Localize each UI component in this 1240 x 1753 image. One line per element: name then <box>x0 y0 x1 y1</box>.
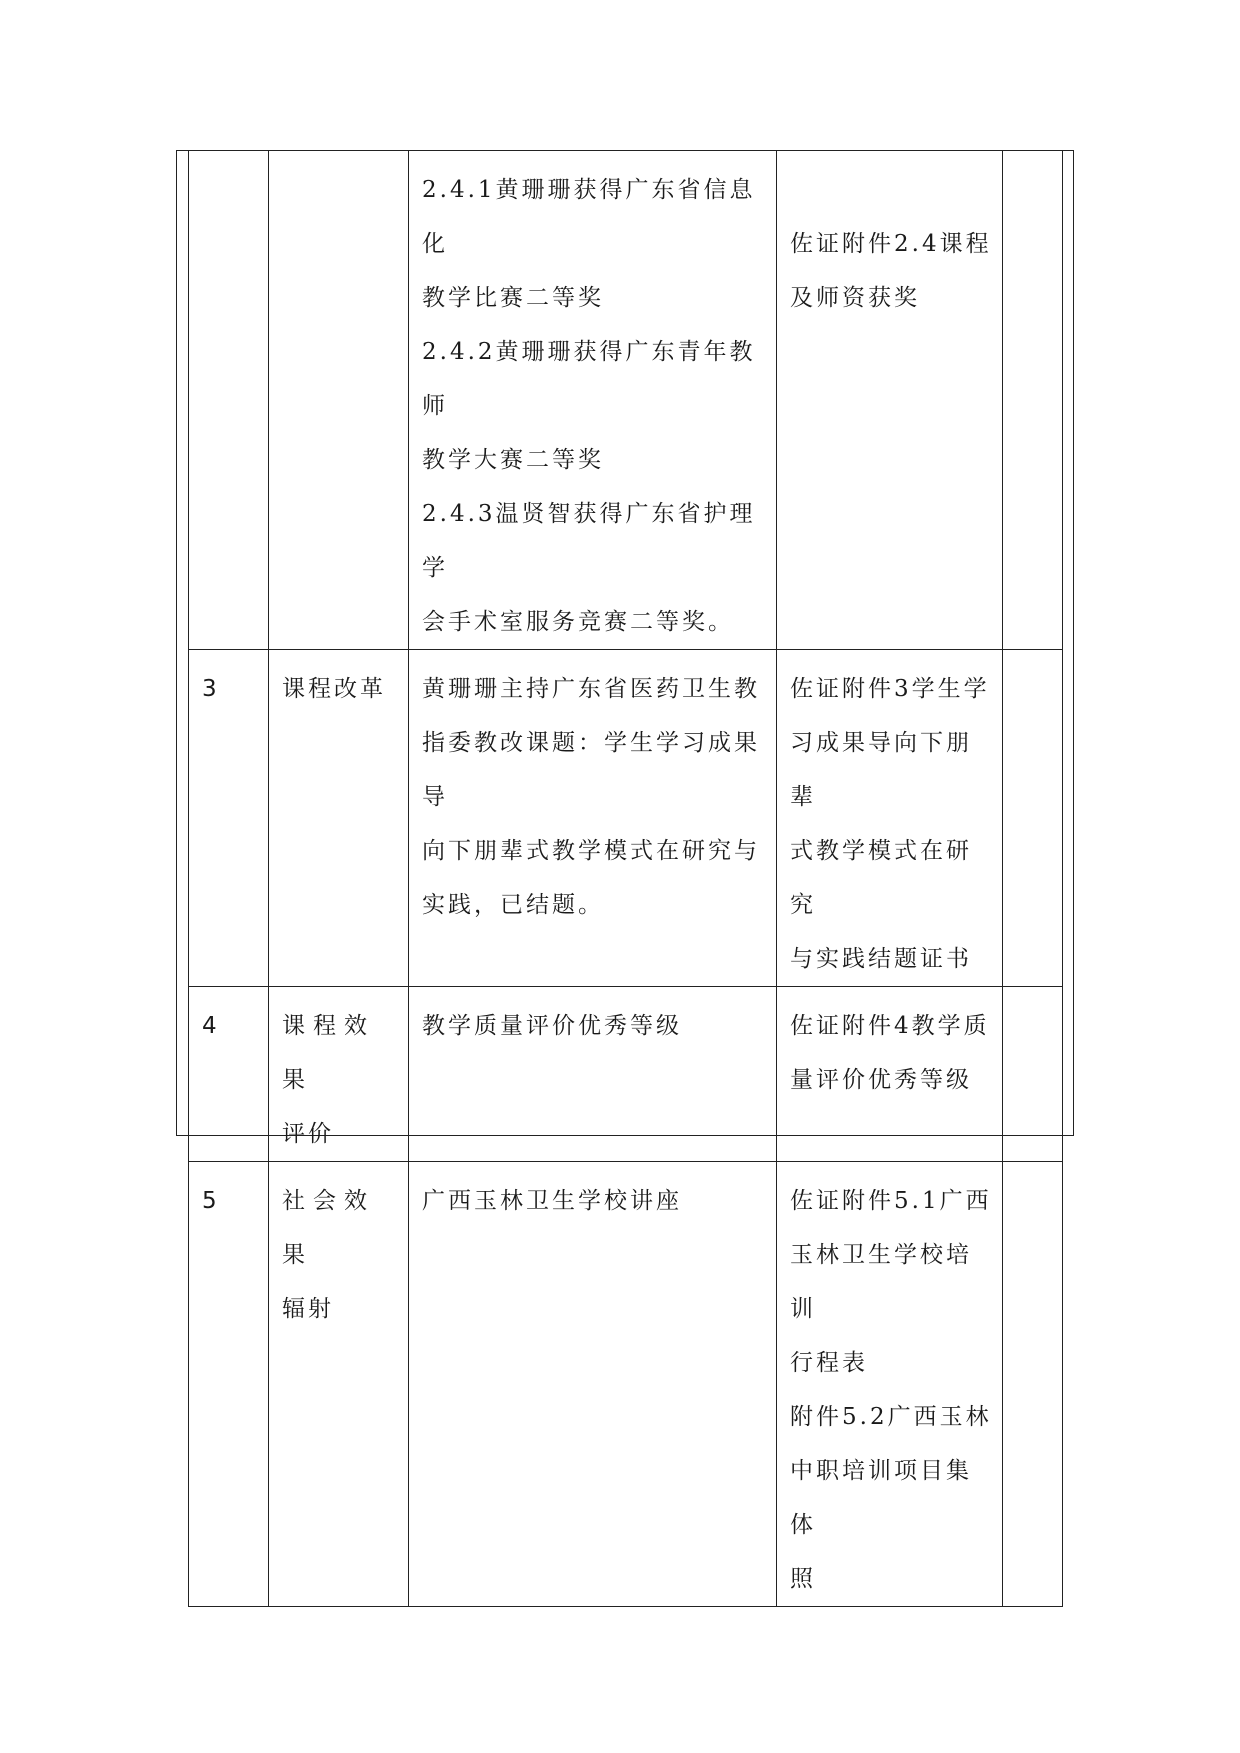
evidence-line: 佐证附件3学生学 <box>790 676 990 702</box>
evidence-cell <box>777 650 1003 987</box>
content-cell <box>409 1162 777 1607</box>
row-number-cell: 5 <box>189 1162 269 1607</box>
category-line: 课程改革 <box>282 676 386 702</box>
evidence-cell <box>777 151 1003 650</box>
content-line: 实践，已结题。 <box>422 892 604 918</box>
evidence-line: 佐证附件4教学质 <box>790 1013 990 1039</box>
category-line: 辐射 <box>282 1296 334 1322</box>
evidence-line: 与实践结题证书 <box>790 946 972 972</box>
table-row <box>189 987 1063 1162</box>
note-cell <box>1003 987 1063 1162</box>
content-cell <box>409 987 777 1162</box>
evidence-cell <box>777 987 1003 1162</box>
evidence-line: 量评价优秀等级 <box>790 1067 972 1093</box>
content-line: 2.4.3温贤智获得广东省护理学 <box>422 501 756 581</box>
category-cell <box>269 1162 409 1607</box>
evidence-line: 中职培训项目集体 <box>790 1458 972 1538</box>
evidence-line: 及师资获奖 <box>790 285 920 311</box>
evidence-line: 行程表 <box>790 1350 868 1376</box>
content-line: 向下朋辈式教学模式在研究与 <box>422 838 760 864</box>
table-row <box>189 151 1063 650</box>
content-line: 2.4.1黄珊珊获得广东省信息化 <box>422 177 756 257</box>
content-line: 教学大赛二等奖 <box>422 447 604 473</box>
evidence-line: 佐证附件2.4课程 <box>790 231 992 257</box>
category-cell <box>269 987 409 1162</box>
achievement-table <box>188 150 1063 1607</box>
category-line: 评价 <box>282 1121 334 1147</box>
note-cell <box>1003 650 1063 987</box>
content-cell <box>409 151 777 650</box>
table-row <box>189 1162 1063 1607</box>
content-line: 2.4.2黄珊珊获得广东青年教师 <box>422 339 756 419</box>
row-number-cell: 3 <box>189 650 269 987</box>
category-line: 社会效果 <box>282 1188 375 1268</box>
category-cell <box>269 650 409 987</box>
category-cell <box>269 151 409 650</box>
content-cell <box>409 650 777 987</box>
content-line: 广西玉林卫生学校讲座 <box>422 1188 682 1214</box>
content-line: 指委教改课题：学生学习成果导 <box>422 730 760 810</box>
evidence-line: 照 <box>790 1566 816 1592</box>
table-row <box>189 650 1063 987</box>
note-cell <box>1003 1162 1063 1607</box>
content-line: 黄珊珊主持广东省医药卫生教 <box>422 676 760 702</box>
row-number-cell: 4 <box>189 987 269 1162</box>
evidence-line: 佐证附件5.1广西 <box>790 1188 992 1214</box>
row-number-cell <box>189 151 269 650</box>
content-line: 教学质量评价优秀等级 <box>422 1013 682 1039</box>
evidence-line: 习成果导向下朋辈 <box>790 730 972 810</box>
evidence-line: 附件5.2广西玉林 <box>790 1404 992 1430</box>
category-line: 课程效果 <box>282 1013 375 1093</box>
content-line: 教学比赛二等奖 <box>422 285 604 311</box>
note-cell <box>1003 151 1063 650</box>
evidence-line: 式教学模式在研究 <box>790 838 972 918</box>
evidence-cell <box>777 1162 1003 1607</box>
evidence-line: 玉林卫生学校培训 <box>790 1242 972 1322</box>
content-line: 会手术室服务竞赛二等奖。 <box>422 609 734 635</box>
evidence-line <box>790 163 992 217</box>
